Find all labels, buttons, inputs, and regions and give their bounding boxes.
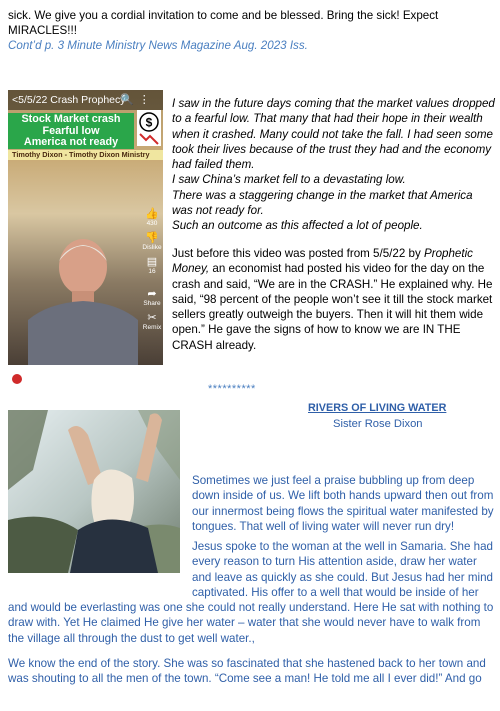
share-label: Share	[143, 300, 161, 307]
video-caption: Stock Market Crash	[14, 395, 111, 407]
like-count: 430	[146, 220, 158, 227]
article-heading: RIVERS OF LIVING WATER	[308, 402, 447, 414]
intro-text: sick. We give you a cordial invitation to come and be blessed. Bring the sick! Expect MIRACLES!!!	[8, 9, 439, 37]
video-banner-text	[10, 114, 132, 149]
channel-avatar	[12, 374, 22, 384]
commentary-part-2: an economist had posted his video for the day on the crash and said, “We are in the CRASH.” He explained why. He said, “98 percent of the people won’t see it till the stock market sellers greatly outweigh the buyers. Then it will hit them wide open.” He gave the signs of how to know we are IN THE CRASH already.	[172, 262, 493, 352]
speaker-figure	[28, 225, 138, 365]
dollar-down-icon	[137, 110, 161, 146]
commentary-paragraph	[172, 246, 496, 353]
video-title: <5/5/22 Crash Prophecy	[12, 94, 126, 106]
banner-line-1: Stock Market crash	[21, 113, 121, 125]
article-paragraph-3: We know the end of the story. She was so fascinated that she hastened back to her town and was shouting to all the men of the town. “Come see a man! He told me all I ever did!” And go	[8, 657, 486, 686]
svg-text:$: $	[145, 115, 153, 130]
dislike-button[interactable]	[142, 234, 162, 252]
prophecy-text	[172, 96, 496, 234]
comment-count: 16	[148, 268, 156, 275]
prophecy-line-2: I saw China’s market fell to a devastating low.	[172, 173, 406, 187]
comments-button[interactable]	[142, 258, 162, 276]
share-icon: ➦	[147, 288, 157, 300]
prophecy-line-4: Such an outcome as this affected a lot of people.	[172, 219, 423, 233]
channel-name: @PropheticMoney	[23, 373, 94, 383]
thumbs-down-icon: 👎	[145, 232, 159, 244]
video-top-icons[interactable]: 🔍 ⋮	[120, 94, 151, 106]
remix-icon: ✂	[147, 312, 157, 324]
section-separator: **********	[208, 383, 256, 395]
article-author: Sister Rose Dixon	[333, 418, 423, 430]
like-button[interactable]	[142, 210, 162, 228]
comment-icon: ▤	[146, 256, 158, 268]
remix-button[interactable]	[142, 314, 162, 332]
commentary-source: Prophetic Money,	[172, 247, 473, 276]
article-paragraph-1: Sometimes we just feel a praise bubbling up from deep down inside of us. We lift both hands upward then out from our innermost being flows the spiritual water manifested by tongues. That well of living water will never run dry!	[192, 474, 494, 533]
video-side-controls	[142, 210, 162, 332]
dislike-label: Dislike	[142, 244, 162, 251]
article-paragraph-2-continued: and would be everlasting was one she could not really understand. Here He sat with nothing to draw with. Yet He claimed He give her water – water that she would never have to walk from the village all through the dust to get well water.,	[8, 601, 494, 645]
thumbs-up-icon: 👍	[145, 208, 159, 220]
commentary-part-1: Just before this video was posted from 5/5/22 by	[172, 247, 424, 260]
share-button[interactable]	[142, 290, 162, 308]
video-name-text: Timothy Dixon - Timothy Dixon Ministry	[12, 150, 150, 159]
continued-note: Cont’d p. 3 Minute Ministry News Magazine Aug. 2023 Iss.	[8, 39, 308, 52]
remix-label: Remix	[142, 324, 162, 331]
prophecy-line-3: There was a staggering change in the market that America was not ready for.	[172, 188, 473, 218]
prophecy-line-1: I saw in the future days coming that the market values dropped to a fearful low. That many that had their hope in their wealth when it crashed. Many could not take the fall. I had seen some took their lives because of the trust they had and the economy had failed them.	[172, 97, 495, 172]
banner-line-3: America not ready	[23, 136, 119, 148]
channel-handle[interactable]	[12, 373, 93, 384]
article-paragraph-2: Jesus spoke to the woman at the well in Samaria. She had every reason to turn His attention aside, draw her water and leave as quickly as she could. But Jesus had her mind captivated. His offer to a well that would be inside of her	[192, 540, 493, 599]
banner-line-2: Fearful low	[42, 124, 100, 137]
worship-photo	[8, 410, 180, 573]
video-thumbnail[interactable]	[8, 90, 163, 407]
